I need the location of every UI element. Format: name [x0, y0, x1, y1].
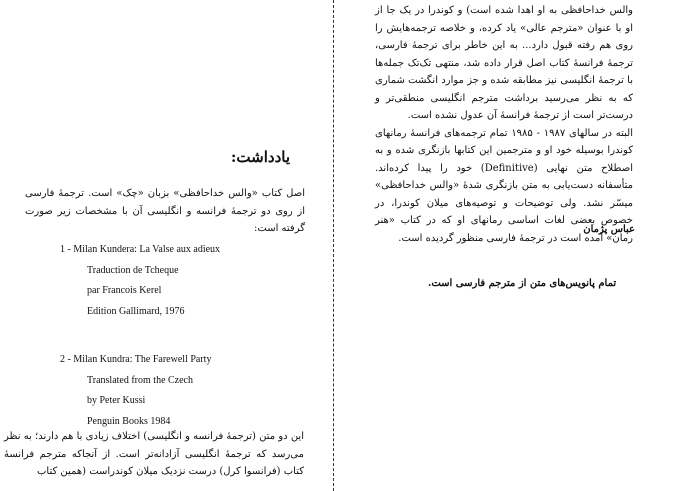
translator-signature: عباس پژمان: [583, 224, 635, 235]
paragraph: البته در سالهای ۱۹۸۷ - ۱۹۸۵ تمام ترجمه‌های فرانسهٔ رمانهای کوندرا بوسیله خود او و مترجمین این کتابها بازنگری شده و به اصطلاح متن نهایی (Definitive) خود را پیدا کرده‌اند. متأسفانه دست‌یابی به متن بازنگری شدهٔ «والس خداحافظی» میسّر نشد. ولی توضیحات و توصیه‌های میلان کوندرا، در خصوص بعضی لغات اساسی رمانهای او که در کتاب «هنر رمان» آمده است در ترجمهٔ فارسی منظور گردیده است.: [375, 127, 633, 244]
bib-line: Traduction de Tcheque: [87, 264, 179, 276]
intro-paragraph: اصل کتاب «والس خداحافظی» بزبان «چک» است. ترجمهٔ فارسی از روی دو ترجمهٔ فرانسه و انگلیسی آن با مشخصات زیر صورت گرفته است:: [25, 188, 305, 234]
right-page: [337, 0, 674, 491]
footnote-note: تمام پانویس‌های متن از مترجم فارسی است.: [427, 278, 617, 289]
outro-paragraph: این دو متن (ترجمهٔ فرانسه و انگلیسی) اختلاف زیادی با هم دارند؛ به نظر می‌رسد که ترجمهٔ انگلیسی آزادانه‌تر است. از آنجاکه مترجم فرانسهٔ کتاب (فرانسوا کرل) درست نزدیک میلان کوندراست (همین کتاب: [4, 431, 304, 477]
right-page-body: [375, 2, 633, 247]
bibliography-entry-french: [60, 240, 310, 322]
bib-line: by Peter Kussi: [87, 395, 146, 406]
page-divider: [333, 0, 334, 491]
bib-line: Penguin Books 1984: [87, 415, 171, 427]
bib-line: par Francois Kerel: [87, 285, 162, 296]
bib-line: Edition Gallimard, 1976: [87, 305, 185, 317]
bib-title: 1 - Milan Kundera: La Valse aux adieux: [60, 244, 221, 255]
note-heading: یادداشت:: [230, 148, 290, 166]
bibliography-entry-english: [60, 350, 310, 432]
bib-title: 2 - Milan Kundra: The Farewell Party: [60, 354, 212, 365]
paragraph: والس خداحافظی به او اهدا شده است) و کوندرا در یک جا از او با عنوان «مترجم عالی» یاد کرده، و خلاصه ترجمه‌هایش را روی هم رفته قبول دارد... به این خاطر برای ترجمهٔ فارسی، ترجمهٔ فرانسهٔ کتاب اصل قرار داده شد، منتهی تک‌تک جمله‌ها با ترجمهٔ انگلیسی نیز مطابقه شده و جز موارد انگشت شماری که به نظر می‌رسید برداشت مترجم انگلیسی منطقی‌تر و درست‌تر است از ترجمهٔ فرانسهٔ آن عدول نشده است.: [375, 5, 633, 121]
left-page: [0, 0, 330, 491]
bib-line: Translated from the Czech: [87, 374, 193, 386]
